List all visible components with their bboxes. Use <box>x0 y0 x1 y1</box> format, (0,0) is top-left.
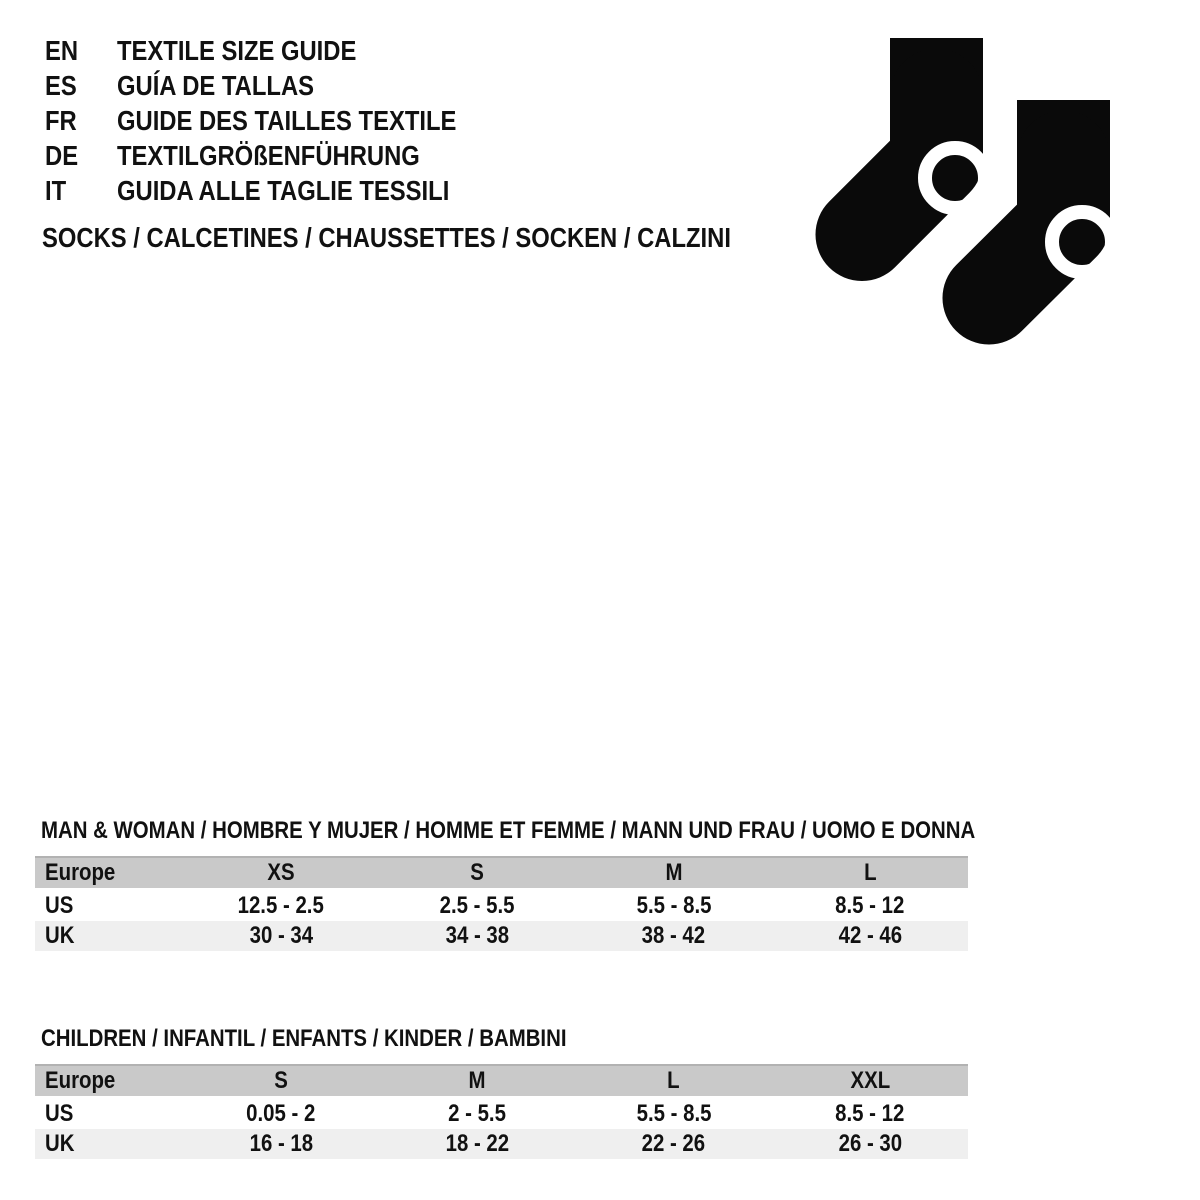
size-value: 42 - 46 <box>838 922 902 949</box>
language-label: GUIDE DES TAILLES TEXTILE <box>117 105 457 136</box>
size-value: 2.5 - 5.5 <box>439 892 515 919</box>
language-code: ES <box>45 70 77 101</box>
column-header: M <box>665 859 683 886</box>
column-header: L <box>863 859 877 886</box>
table-row <box>35 891 968 921</box>
size-value: 22 - 26 <box>641 1130 706 1157</box>
row-label: US <box>45 892 74 919</box>
size-grid <box>35 1064 968 1159</box>
column-header: M <box>468 1067 486 1094</box>
table-title: CHILDREN / INFANTIL / ENFANTS / KINDER / BAMBINI <box>41 1025 567 1052</box>
language-label: GUÍA DE TALLAS <box>117 70 315 101</box>
sock-right <box>989 100 1112 298</box>
language-row-de <box>45 138 516 173</box>
size-value: 26 - 30 <box>838 1130 902 1157</box>
size-value: 5.5 - 8.5 <box>636 892 712 919</box>
row-label: UK <box>45 1130 75 1157</box>
size-table-man-woman <box>35 817 976 951</box>
column-header: Europe <box>45 1067 116 1094</box>
size-value: 5.5 - 8.5 <box>636 1100 712 1127</box>
language-code: EN <box>45 35 79 66</box>
sock-left <box>862 38 985 235</box>
table-header-row <box>35 1064 968 1096</box>
size-value: 0.05 - 2 <box>246 1100 316 1127</box>
size-value: 8.5 - 12 <box>835 892 905 919</box>
table-row <box>35 921 968 951</box>
size-value: 16 - 18 <box>249 1130 313 1157</box>
size-value: 12.5 - 2.5 <box>238 892 325 919</box>
column-header: S <box>470 859 485 886</box>
size-table-children <box>35 1026 968 1159</box>
table-row <box>35 1129 968 1159</box>
language-row-es <box>45 68 516 103</box>
language-row-fr <box>45 103 516 138</box>
column-header: S <box>274 1067 288 1094</box>
table-row <box>35 1099 968 1129</box>
socks-icon <box>800 20 1120 360</box>
language-code: DE <box>45 140 79 171</box>
language-code: FR <box>45 105 77 136</box>
language-label: GUIDA ALLE TAGLIE TESSILI <box>117 175 450 206</box>
language-row-it <box>45 173 516 208</box>
size-value: 2 - 5.5 <box>448 1100 507 1127</box>
table-title: MAN & WOMAN / HOMBRE Y MUJER / HOMME ET FEMME / MANN UND FRAU / UOMO E DONNA <box>41 817 976 844</box>
product-category-line: SOCKS / CALCETINES / CHAUSSETTES / SOCKEN / CALZINI <box>42 222 731 253</box>
language-legend <box>45 33 516 208</box>
row-label: UK <box>45 922 75 949</box>
table-header-row <box>35 856 968 888</box>
size-value: 30 - 34 <box>249 922 313 949</box>
size-value: 34 - 38 <box>445 922 510 949</box>
column-header: XS <box>267 859 295 886</box>
size-value: 18 - 22 <box>445 1130 510 1157</box>
language-code: IT <box>45 175 67 206</box>
row-label: US <box>45 1100 74 1127</box>
size-value: 38 - 42 <box>641 922 706 949</box>
language-label: TEXTILE SIZE GUIDE <box>117 35 357 66</box>
size-grid <box>35 856 968 951</box>
column-header: L <box>667 1067 680 1094</box>
size-value: 8.5 - 12 <box>835 1100 905 1127</box>
column-header: XXL <box>850 1067 890 1094</box>
language-row-en <box>45 33 516 68</box>
column-header: Europe <box>45 859 116 886</box>
language-label: TEXTILGRÖßENFÜHRUNG <box>117 140 420 171</box>
